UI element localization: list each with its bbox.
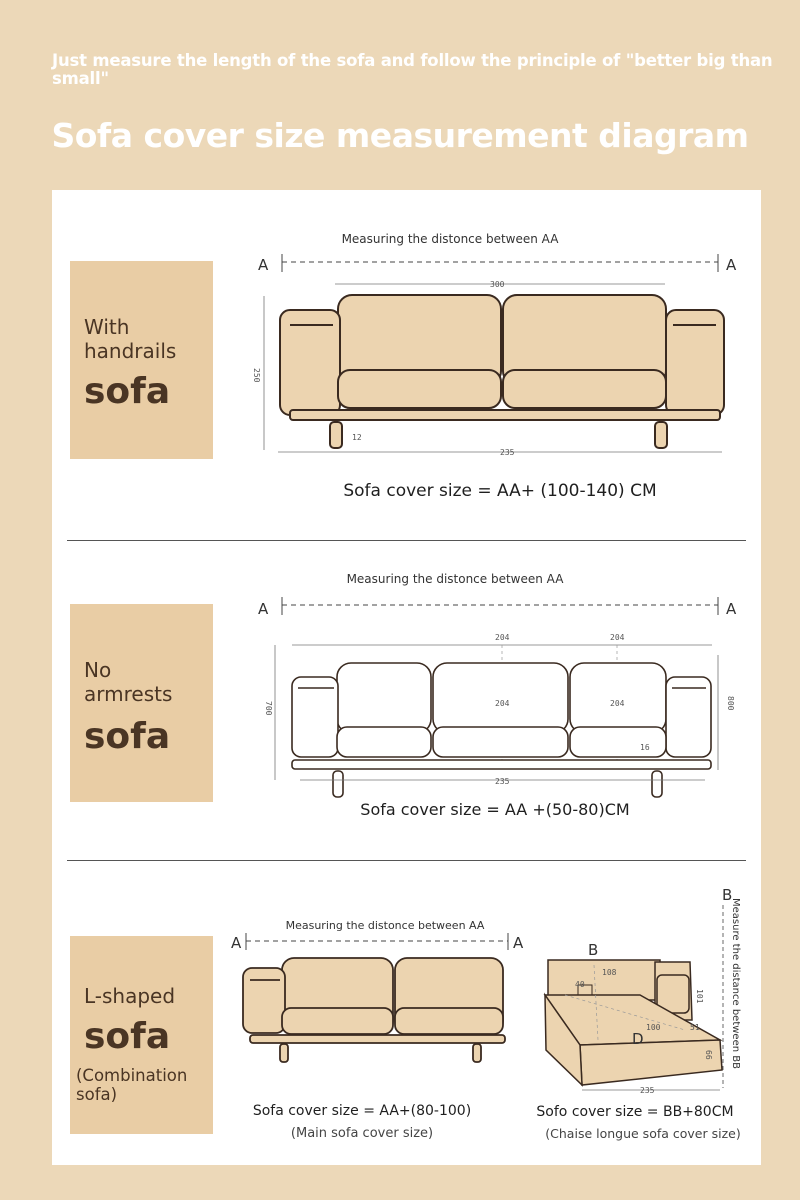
- label-small: With handrails: [84, 315, 177, 363]
- label-big: sofa: [84, 1016, 171, 1057]
- caption-1: Measuring the distonce between AA: [341, 232, 559, 246]
- dim-mid-right: 204: [610, 699, 625, 708]
- formula-2: Sofa cover size = AA +(50-80)CM: [360, 800, 630, 819]
- point-a-left: A: [231, 934, 242, 952]
- caption-2: Measuring the distonce between AA: [346, 572, 564, 586]
- point-b-corner: B: [722, 886, 733, 904]
- point-a-right: A: [726, 256, 737, 274]
- chaise-dim-40: 40: [575, 980, 585, 989]
- label-big: sofa: [84, 371, 171, 412]
- point-b: B: [588, 941, 599, 959]
- dim-height-left: 700: [264, 701, 273, 716]
- point-a-left: A: [258, 256, 269, 274]
- label-small: L-shaped: [84, 984, 176, 1008]
- chaise-longue-sofa: [545, 886, 732, 1095]
- label-paren: (Combination sofa): [76, 1066, 188, 1104]
- formula-4-sub: (Chaise longue sofa cover size): [545, 1126, 741, 1141]
- dim-bottom: 235: [495, 777, 510, 786]
- header-note: Just measure the length of the sofa and follow the principle of "better big than small": [52, 51, 773, 88]
- chaise-dim-66: 66: [704, 1050, 713, 1060]
- chaise-dim-51: 51: [690, 1023, 700, 1032]
- dim-top: 300: [490, 280, 505, 289]
- formula-1: Sofa cover size = AA+ (100-140) CM: [343, 481, 657, 501]
- main-title: Sofa cover size measurement diagram: [51, 116, 749, 155]
- point-a-right: A: [726, 600, 737, 618]
- chaise-dim-101: 101: [695, 989, 704, 1004]
- dim-height: 250: [252, 368, 261, 383]
- point-a-left: A: [258, 600, 269, 618]
- handrail-sofa: [252, 254, 737, 457]
- formula-3: Sofa cover size = AA+(80-100): [252, 1103, 472, 1119]
- point-d: D: [632, 1030, 644, 1048]
- label-small: No armrests: [84, 658, 173, 706]
- label-big: sofa: [84, 716, 171, 757]
- dim-height-right: 800: [726, 696, 735, 711]
- chaise-dim-100: 100: [646, 1023, 661, 1032]
- chaise-vertical-text: Measure the distance between BB: [730, 898, 741, 1069]
- dim-leg: 12: [352, 433, 362, 442]
- chaise-dim-bottom: 235: [640, 1086, 655, 1095]
- no-armrest-sofa: [258, 597, 737, 797]
- formula-3-sub: (Main sofa cover size): [290, 1126, 434, 1141]
- dim-mid-left: 204: [495, 699, 510, 708]
- l-shaped-main-sofa: [231, 933, 524, 1062]
- dim-top-left: 204: [495, 633, 510, 642]
- dim-seat: 16: [640, 743, 650, 752]
- caption-3: Measuring the distonce between AA: [285, 919, 485, 932]
- dim-top-right: 204: [610, 633, 625, 642]
- formula-4: Sofo cover size = BB+80CM: [536, 1104, 734, 1120]
- point-a-right: A: [513, 934, 524, 952]
- dim-bottom: 235: [500, 448, 515, 457]
- chaise-dim-108: 108: [602, 968, 617, 977]
